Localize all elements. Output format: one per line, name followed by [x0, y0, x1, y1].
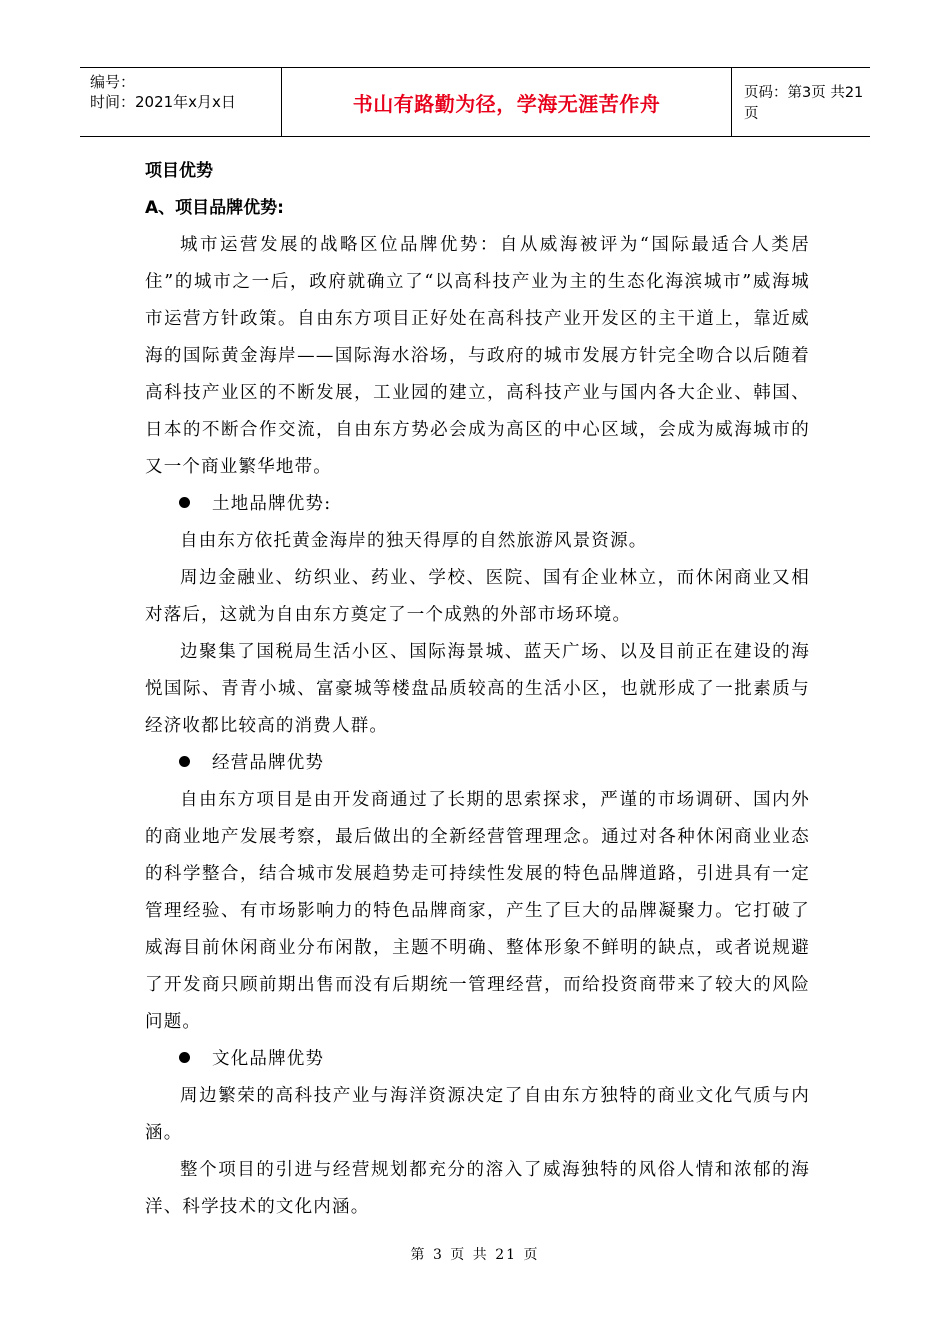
bullet-label: 经营品牌优势	[212, 753, 325, 773]
document-body	[145, 153, 810, 1226]
header-motto-cell	[282, 68, 732, 136]
bullet-operation-brand	[145, 745, 810, 782]
header-meta	[80, 68, 282, 136]
paragraph-land-1: 自由东方依托黄金海岸的独天得厚的自然旅游风景资源。	[180, 531, 648, 551]
doc-date-label: 时间：2021年x月x日	[90, 93, 236, 111]
paragraph-operation: 自由东方项目是由开发商通过了长期的思索探求，严谨的市场调研、国内外的商业地产发展考察，最后做出的全新经营管理理念。通过对各种休闲商业业态的科学整合，结合城市发展趋势走可持续性发展的特色品牌道路，引进具有一定管理经验、有市场影响力的特色品牌商家，产生了巨大的品牌凝聚力。它打破了威海目前休闲商业分布闲散，主题不明确、整体形象不鲜明的缺点，或者说规避了开发商只顾前期出售而没有后期统一管理经营，而给投资商带来了较大的风险问题。	[145, 790, 810, 1032]
bullet-label: 土地品牌优势:	[212, 494, 332, 514]
page-header	[80, 67, 870, 137]
bullet-dot-icon	[179, 1052, 190, 1063]
paragraph-land-2: 周边金融业、纺织业、药业、学校、医院、国有企业林立，而休闲商业又相对落后，这就为自由东方奠定了一个成熟的外部市场环境。	[145, 568, 810, 625]
doc-number-label: 编号：	[90, 73, 136, 91]
bullet-dot-icon	[179, 756, 190, 767]
page-title: 项目优势	[145, 161, 213, 181]
bullet-land-brand	[145, 486, 810, 523]
bullet-dot-icon	[179, 497, 190, 508]
bullet-culture-brand	[145, 1041, 810, 1078]
page-footer: 第 3 页 共 21 页	[410, 1247, 540, 1263]
bullet-label: 文化品牌优势	[212, 1049, 325, 1069]
paragraph-culture-2: 整个项目的引进与经营规划都充分的溶入了威海独特的风俗人情和浓郁的海洋、科学技术的文化内涵。	[145, 1160, 810, 1217]
paragraph-culture-1: 周边繁荣的高科技产业与海洋资源决定了自由东方独特的商业文化气质与内涵。	[145, 1086, 810, 1143]
header-page-label: 页码：第3页 共21页	[744, 85, 864, 122]
paragraph-strategy: 城市运营发展的战略区位品牌优势：自从威海被评为“国际最适合人类居住”的城市之一后，政府就确立了“以高科技产业为主的生态化海滨城市”威海城市运营方针政策。自由东方项目正好处在高科技产业开发区的主干道上，靠近威海的国际黄金海岸——国际海水浴场，与政府的城市发展方针完全吻合以后随着高科技产业区的不断发展，工业园的建立，高科技产业与国内各大企业、韩国、日本的不断合作交流，自由东方势必会成为高区的中心区域，会成为威海城市的又一个商业繁华地带。	[145, 235, 810, 477]
paragraph-land-3: 边聚集了国税局生活小区、国际海景城、蓝天广场、以及目前正在建设的海悦国际、青青小城、富豪城等楼盘品质较高的生活小区，也就形成了一批素质与经济收都比较高的消费人群。	[145, 642, 810, 736]
header-motto: 书山有路勤为径，学海无涯苦作舟	[352, 91, 661, 116]
header-page-cell	[732, 68, 870, 136]
section-heading-a: A、项目品牌优势:	[145, 198, 284, 218]
